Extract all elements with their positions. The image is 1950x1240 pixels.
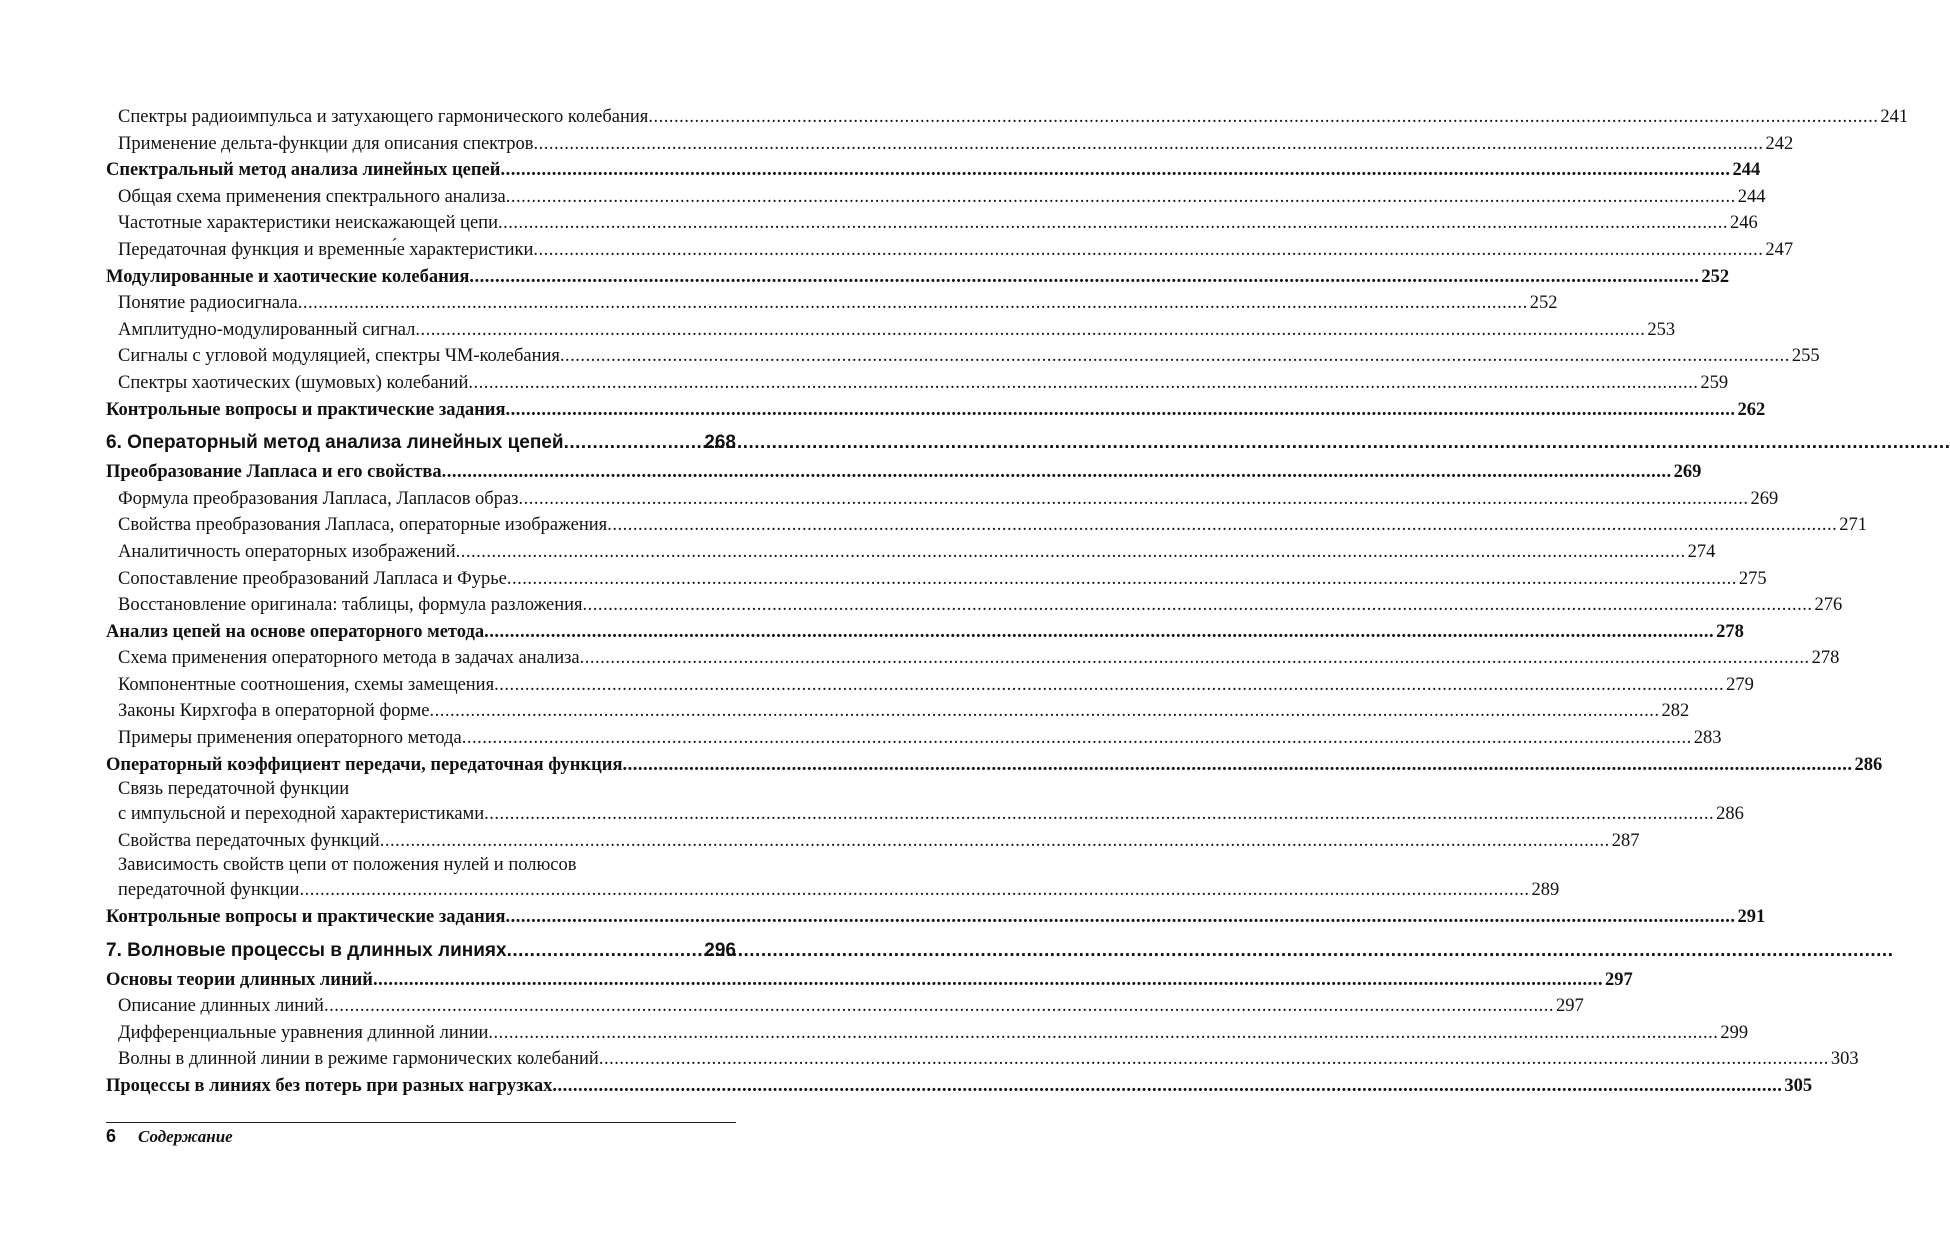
toc-entry-page: 247 [1765,239,1794,260]
leader-dots [494,672,1724,699]
toc-section [106,904,1766,931]
toc-entry [106,512,1867,539]
leader-dots [469,264,1699,291]
toc-section [106,752,1883,779]
table-of-contents [106,104,1909,1100]
toc-entry-page: 297 [1604,969,1633,990]
toc-entry-page: 271 [1839,515,1867,536]
toc-entry-label: Основы теории длинных линий [106,969,373,990]
toc-entry-page: 246 [1729,213,1758,234]
toc-entry-label: Дифференциальные уравнения длинной линии [118,1022,489,1043]
toc-section [106,967,1633,994]
toc-entry [106,645,1840,672]
leader-dots [552,1073,1782,1100]
toc-entry [106,993,1584,1020]
toc-entry-label: Процессы в линиях без потерь при разных нагрузках [106,1076,553,1096]
toc-entry-label: Спектры радиоимпульса и затухающего гармонического колебания [118,107,649,127]
toc-entry [106,1046,1859,1073]
leader-dots [373,967,1603,994]
toc-entry-page: 282 [1661,701,1690,722]
toc-entry-page: 305 [1784,1076,1813,1096]
leader-dots [533,237,1763,264]
toc-entry-page: 242 [1765,133,1794,154]
toc-entry-page: 287 [1611,830,1640,851]
toc-entry-page: 259 [1700,372,1729,393]
toc-entry-page: 275 [1738,568,1767,589]
leader-dots [506,184,1736,211]
toc-section [106,619,1744,646]
toc-entry [106,290,1558,317]
toc-entry-label: Амплитудно-модулированный сигнал [118,319,416,340]
leader-dots [622,752,1852,779]
leader-dots [462,725,1692,752]
toc-entry-label-line1: Связь передаточной функции [118,779,350,800]
toc-entry [106,801,1744,828]
toc-entry-page: 244 [1732,160,1761,181]
leader-dots [580,645,1810,672]
toc-entry [106,725,1722,752]
toc-entry-label: Анализ цепей на основе операторного метода [106,621,485,642]
toc-entry-page: 276 [1814,595,1843,616]
toc-entry-label: Восстановление оригинала: таблицы, формула разложения [118,595,583,616]
toc-entry-label: Спектральный метод анализа линейных цепей [106,160,501,181]
toc-entry-page: 255 [1791,346,1820,367]
leader-dots [507,566,1737,593]
toc-entry-label: Частотные характеристики неискажающей цепи [118,213,498,234]
toc-entry-label: Аналитичность операторных изображений [118,541,456,562]
toc-entry-page: 279 [1726,674,1754,695]
toc-entry-label: Формула преобразования Лапласа, Лапласов образ [118,488,519,509]
toc-entry [106,1020,1749,1047]
leader-dots [468,370,1698,397]
leader-dots [442,459,1672,486]
toc-entry [106,828,1640,855]
toc-entry-label-line1: Зависимость свойств цепи от положения нулей и полюсов [118,855,577,876]
leader-dots [560,343,1790,370]
toc-entry-label: Контрольные вопросы и практические задания [106,907,506,928]
toc-entry-page: 269 [1750,488,1779,509]
toc-entry-label: Компонентные соотношения, схемы замещения [118,674,495,695]
leader-dots [505,904,1735,931]
toc-entry [106,317,1676,344]
toc-entry [106,131,1794,158]
leader-dots [484,619,1714,646]
footer-rule [106,1122,736,1123]
leader-dots [505,397,1735,424]
leader-dots [298,290,1528,317]
toc-entry-page: 269 [1673,462,1702,483]
leader-dots [415,317,1645,344]
toc-entry-multiline [106,854,1560,904]
toc-entry [106,486,1779,513]
page-number: 6 [106,1126,117,1146]
leader-dots [324,993,1554,1020]
toc-entry-label: Свойства передаточных функций [118,830,380,851]
toc-chapter-label: 7. Волновые процессы в длинных линиях [106,939,507,961]
toc-entry-label: с импульсной и переходной характеристиками [118,804,485,825]
toc-entry-label: Применение дельта-функции для описания спектров [118,133,534,154]
toc-entry-page: 274 [1687,541,1716,562]
leader-dots [599,1046,1829,1073]
toc-entry-page: 278 [1811,648,1840,669]
leader-dots [380,828,1610,855]
leader-dots [519,486,1749,513]
toc-section [106,397,1766,424]
toc-entry [106,592,1843,619]
toc-entry [106,210,1758,237]
toc-entry [106,343,1820,370]
toc-entry-page: 278 [1716,621,1744,642]
toc-entry-page: 262 [1737,399,1766,420]
toc-entry [106,104,1909,131]
toc-entry-label: Общая схема применения спектрального анализа [118,186,506,207]
toc-entry-label: Сопоставление преобразований Лапласа и Фурье [118,568,507,589]
toc-entry-label: Передаточная функция и временны́е характеристики [118,239,534,260]
leader-dots [498,210,1728,237]
toc-entry-page: 286 [1716,804,1744,825]
leader-dots [488,1020,1718,1047]
leader-dots [533,131,1763,158]
leader-dots [648,104,1878,131]
toc-entry-page: 252 [1529,293,1558,314]
toc-entry [106,672,1754,699]
toc-entry-page: 289 [1531,880,1560,901]
toc-entry-label: Волны в длинной линии в режиме гармонических колебаний [118,1049,599,1070]
leader-dots [430,698,1660,725]
toc-chapter [106,429,736,456]
toc-entry-page: 283 [1693,728,1722,749]
toc-entry-page: 244 [1737,186,1766,207]
toc-entry-label: Контрольные вопросы и практические задания [106,399,506,420]
leader-dots [456,539,1686,566]
toc-entry-page: 286 [1854,754,1883,775]
running-title: Содержание [138,1127,233,1146]
toc-section [106,1073,1813,1100]
toc-entry [106,237,1794,264]
toc-chapter-page: 268 [704,432,736,454]
toc-entry-label: Операторный коэффициент передачи, передаточная функция [106,754,623,775]
toc-chapter [106,937,736,964]
toc-chapter-label: 6. Операторный метод анализа линейных цепей [106,432,564,454]
toc-entry-label: передаточной функции [118,880,300,901]
page-footer [106,1126,233,1147]
toc-entry [106,698,1690,725]
toc-chapter-page: 296 [704,939,736,961]
toc-entry-page: 303 [1830,1049,1859,1070]
toc-entry [106,877,1560,904]
toc-entry-page: 299 [1720,1022,1749,1043]
toc-entry-multiline [106,778,1744,828]
toc-entry-label: Описание длинных линий [118,996,324,1017]
leader-dots [507,937,597,964]
toc-entry-label: Модулированные и хаотические колебания [106,266,470,287]
toc-entry-page: 297 [1555,996,1584,1017]
toc-entry-label: Понятие радиосигнала [118,293,298,314]
leader-dots [564,429,654,456]
toc-entry-page: 291 [1737,907,1766,928]
toc-entry [106,566,1767,593]
toc-entry-label: Схема применения операторного метода в задачах анализа [118,648,580,669]
toc-entry-label: Сигналы с угловой модуляцией, спектры ЧМ-колебания [118,346,560,367]
toc-entry [106,539,1716,566]
leader-dots [484,801,1714,828]
toc-entry [106,184,1766,211]
toc-entry-page: 241 [1880,107,1909,127]
toc-entry-label: Преобразование Лапласа и его свойства [106,462,442,483]
leader-dots [500,157,1730,184]
toc-entry-label: Спектры хаотических (шумовых) колебаний [118,372,469,393]
toc-entry-page: 252 [1701,266,1730,287]
toc-entry-page: 253 [1647,319,1676,340]
toc-entry [106,370,1729,397]
toc-entry-label: Законы Кирхгофа в операторной форме [118,701,430,722]
toc-entry-label: Свойства преобразования Лапласа, операторные изображения [118,515,608,536]
toc-section [106,157,1761,184]
leader-dots [583,592,1813,619]
toc-entry-label: Примеры применения операторного метода [118,728,462,749]
leader-dots [607,512,1837,539]
toc-section [106,459,1702,486]
leader-dots [299,877,1529,904]
toc-section [106,264,1730,291]
